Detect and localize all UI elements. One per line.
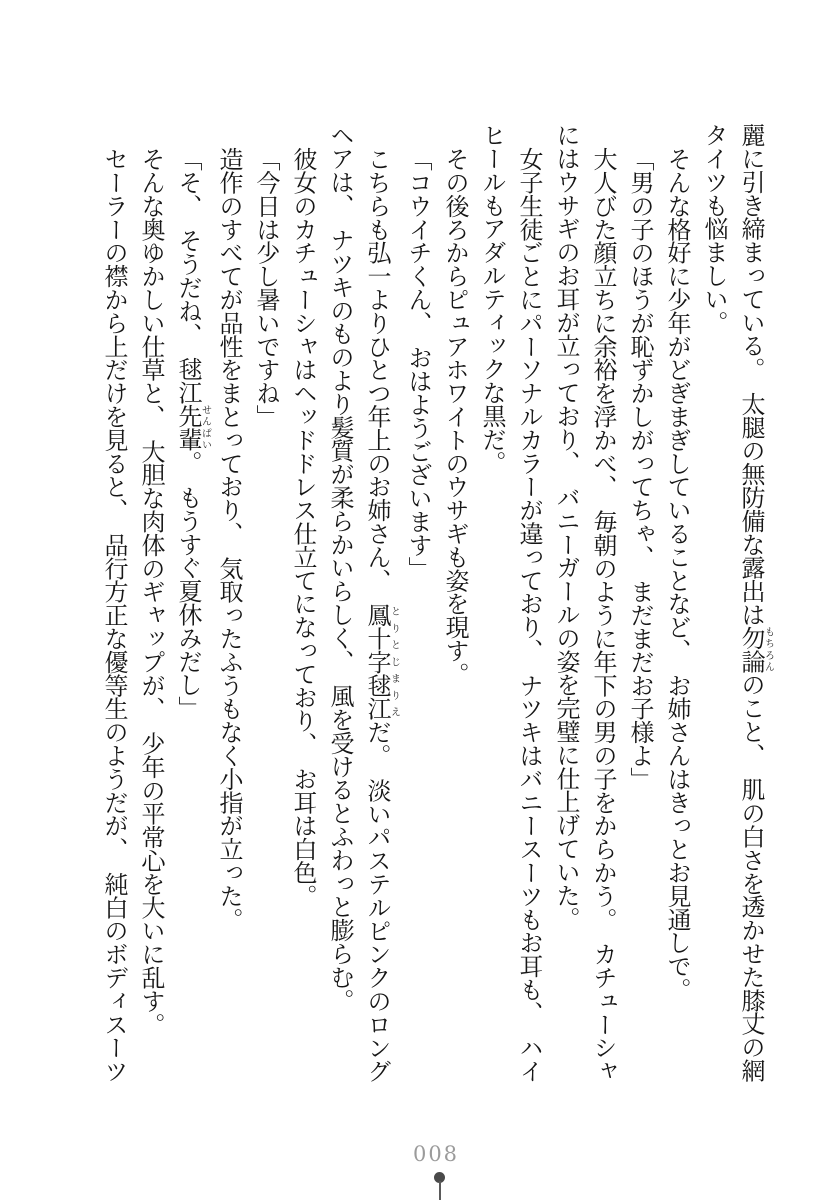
paragraph: そんな格好に少年がどぎまぎしていることなど、 お姉さんはきっとお見通しで。 bbox=[663, 147, 691, 1001]
paragraph: 大人びた顔立ちに余裕を浮かべ、 毎朝のように年下の男の子をからかう。 カチューシャにはウサギのお耳が立っており、 バニーガールの姿を完璧に仕上げていた。 bbox=[552, 123, 617, 1083]
furigana-ruby: 先輩せんぱい bbox=[174, 403, 211, 451]
paragraph: そんな奥ゆかしい仕草と、 大胆な肉体のギャップが、 少年の平常心を大いに乱す。 bbox=[137, 147, 165, 1036]
binding-line-ornament bbox=[439, 1181, 441, 1200]
paragraph: 麗に引き締まっている。 太腿の無防備な露出は勿論もちろんのこと、 肌の白さを透かせた膝丈の網タイツも悩ましい。 bbox=[700, 123, 774, 1082]
paragraph: 女子生徒ごとにパーソナルカラーが違っており、 ナツキはバニースーツもお耳も、 ハイヒールもアダルティックな黒だ。 bbox=[478, 123, 543, 1083]
paragraph: 造作のすべてが品性をまとっており、 気取ったふうもなく小指が立った。 bbox=[215, 147, 243, 931]
furigana-ruby: 鳳十字毬江とりとじまりえ bbox=[363, 603, 400, 721]
paragraph: その後ろからピュアホワイトのウサギも姿を現す。 bbox=[441, 147, 469, 686]
paragraph: 「今日は少し暑いですね」 bbox=[252, 147, 280, 428]
paragraph: 「コウイチくん、 おはようございます」 bbox=[404, 147, 432, 580]
furigana-ruby: 勿論もちろん bbox=[737, 625, 774, 673]
page-number: 008 bbox=[412, 1142, 460, 1166]
paragraph: セーラーの襟から上だけを見ると、 品行方正な優等生のようだが、 純白のボディスーツ bbox=[100, 147, 128, 1083]
paragraph: 「男の子のほうが恥ずかしがってちゃ、 まだまだお子様よ」 bbox=[626, 147, 654, 791]
paragraph: こちらも弘一よりひとつ年上のお姉さん、 鳳十字毬江とりとじまりえだ。 淡いパステルピンクのロングヘアは、 ナツキのものより髪質が柔らかいらしく、 風を受けるとふわっと膨らむ。 bbox=[326, 123, 400, 1083]
paragraph: 「そ、 そうだね、 毬江先輩せんぱい。 もうすぐ夏休みだし」 bbox=[174, 147, 211, 720]
page-text bbox=[95, 123, 773, 1105]
paragraph: 彼女のカチューシャはヘッドドレス仕立てになっており、 お耳は白色。 bbox=[289, 147, 317, 908]
